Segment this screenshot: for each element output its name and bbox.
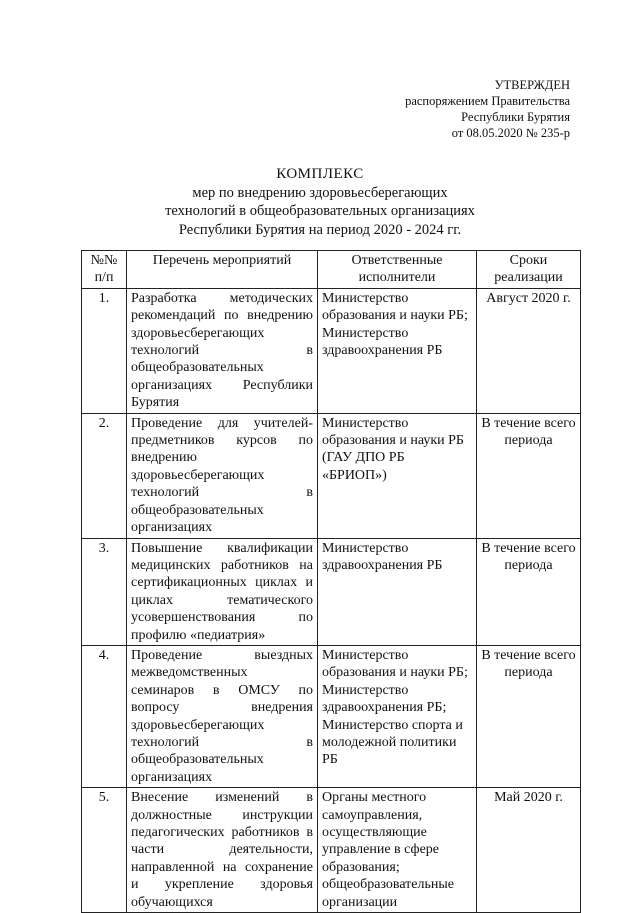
header-deadline-line: реализации xyxy=(494,270,563,286)
row-responsible xyxy=(318,538,477,645)
responsible-entry: Министерство здравоохранения РБ xyxy=(322,325,443,359)
row-number: 5. xyxy=(82,788,127,913)
document-subtitle-line: технологий в общеобразовательных организациях xyxy=(165,203,475,219)
row-responsible xyxy=(318,788,477,913)
approval-line: Республики Бурятия xyxy=(461,110,570,124)
row-responsible xyxy=(318,645,477,787)
row-responsible xyxy=(318,413,477,538)
responsible-entry: Министерство спорта и молодежной политики РБ xyxy=(322,717,463,768)
table-row xyxy=(82,288,581,413)
approval-stamp xyxy=(405,77,570,141)
row-number: 2. xyxy=(82,413,127,538)
responsible-entry: Министерство образования и науки РБ (ГАУ ДПО РБ «БРИОП») xyxy=(322,415,464,483)
row-deadline: В течение всего периода xyxy=(477,413,581,538)
document-subtitle-line: Республики Бурятия на период 2020 - 2024 гг. xyxy=(178,221,462,238)
row-measure: Повышение квалификации медицинских работников на сертификационных циклах и циклах тематического усовершенствования по профилю «педиатрия» xyxy=(127,538,318,645)
header-deadline xyxy=(477,251,581,289)
row-deadline: В течение всего периода xyxy=(477,538,581,645)
table-row xyxy=(82,413,581,538)
row-deadline: В течение всего периода xyxy=(477,645,581,787)
row-deadline: Май 2020 г. xyxy=(477,788,581,913)
row-measure: Проведение выездных межведомственных семинаров в ОМСУ по вопросу внедрения здоровьесберегающих технологий в общеобразовательных организациях xyxy=(127,645,318,787)
row-measure: Проведение для учителей-предметников курсов по внедрению здоровьесберегающих технологий в общеобразовательных организациях xyxy=(127,413,318,538)
responsible-entry: Министерство здравоохранения РБ; xyxy=(322,682,447,716)
document-title: КОМПЛЕКС xyxy=(276,166,364,182)
document-subtitle-line: мер по внедрению здоровьесберегающих xyxy=(192,184,448,201)
responsible-entry: Министерство образования и науки РБ; xyxy=(322,647,468,681)
row-measure: Внесение изменений в должностные инструкции педагогических работников в части деятельности, направленной на сохранение и укрепление здоровья обучающихся xyxy=(127,788,318,913)
header-responsible-line: исполнители xyxy=(358,270,436,286)
header-responsible-line: Ответственные xyxy=(351,253,443,268)
responsible-entry: Министерство здравоохранения РБ xyxy=(322,540,443,573)
responsible-entry: Органы местного самоуправления, осуществляющие управление в сфере образования; xyxy=(322,790,440,875)
approval-line: УТВЕРЖДЕН xyxy=(494,78,570,92)
header-responsible xyxy=(318,251,477,289)
approval-line: от 08.05.2020 № 235-р xyxy=(451,126,570,140)
row-deadline: Август 2020 г. xyxy=(477,288,581,413)
table-row xyxy=(82,645,581,787)
header-num-line: №№ xyxy=(90,253,118,268)
header-num-line: п/п xyxy=(94,270,114,286)
responsible-entry: Министерство образования и науки РБ; xyxy=(322,290,468,324)
table-row xyxy=(82,538,581,645)
measures-table xyxy=(81,250,581,913)
responsible-entry: общеобразовательные организации xyxy=(322,877,454,910)
table-header-row xyxy=(82,251,581,289)
row-measure: Разработка методических рекомендаций по внедрению здоровьесберегающих технологий в общеобразовательных организациях Республики Бурятия xyxy=(127,288,318,413)
row-number: 1. xyxy=(82,288,127,413)
row-number: 3. xyxy=(82,538,127,645)
header-measure: Перечень мероприятий xyxy=(127,251,318,289)
header-num xyxy=(82,251,127,289)
header-deadline-line: Сроки xyxy=(509,253,548,268)
approval-line: распоряжением Правительства xyxy=(405,94,570,108)
document-heading xyxy=(0,165,640,239)
row-number: 4. xyxy=(82,645,127,787)
table-row xyxy=(82,788,581,913)
row-responsible xyxy=(318,288,477,413)
